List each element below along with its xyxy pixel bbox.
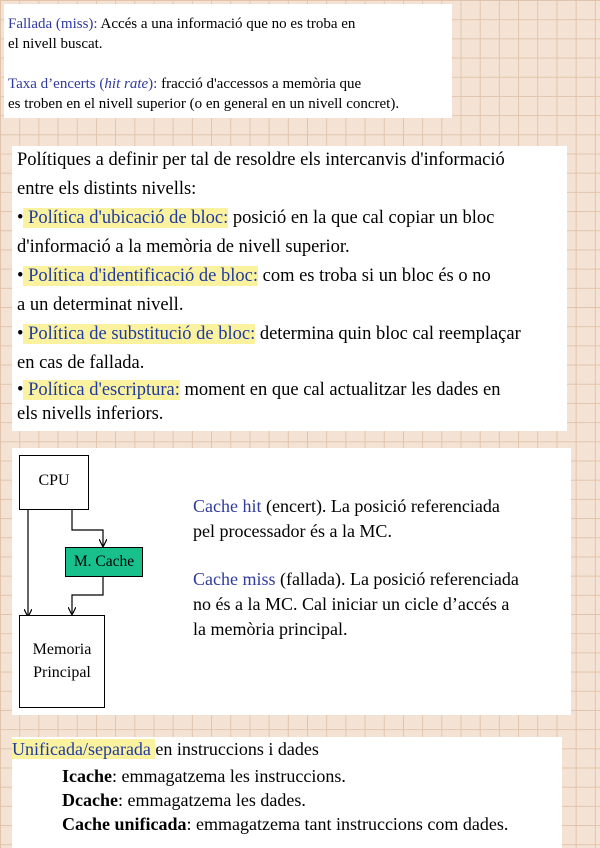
policy-item <box>17 262 565 320</box>
cache-miss-text <box>193 567 568 642</box>
policy-term: Política de substitució de bloc: <box>23 324 256 344</box>
cache-types-list <box>62 764 508 836</box>
hit-rate-text-1: fracció d'accessos a memòria que <box>157 76 362 92</box>
policy-text: d'informació a la memòria de nivell superior. <box>17 237 350 257</box>
unified-term: Unificada/separada <box>12 739 156 759</box>
cache-type-name: Icache <box>62 766 112 786</box>
cache-hit-term: Cache hit <box>193 496 262 516</box>
miss-term: Fallada (miss): <box>8 16 98 32</box>
miss-definition <box>8 14 448 54</box>
cache-memory-arrow <box>72 576 103 614</box>
hit-rate-text-2: es troben en el nivell superior (o en general en un nivell concret). <box>8 96 400 112</box>
policy-term: Política d'identificació de bloc: <box>23 266 258 286</box>
cache-hit-line-2: pel processador és a la MC. <box>193 521 392 541</box>
hit-rate-term-b: hit rate <box>104 76 149 92</box>
policy-term: Política d'ubicació de bloc: <box>23 208 229 228</box>
cache-type-desc: : emmagatzema les instruccions. <box>111 766 346 786</box>
hit-rate-term <box>8 76 157 92</box>
unified-rest: en instruccions i dades <box>155 739 319 759</box>
memory-label-1: Memoria <box>32 641 92 658</box>
cache-miss-term: Cache miss <box>193 569 276 589</box>
cache-miss-line-2: no és a la MC. Cal iniciar un cicle d’accés a <box>193 594 510 614</box>
hit-rate-term-a: Taxa d’encerts ( <box>8 76 105 92</box>
hit-rate-definition <box>8 74 452 114</box>
unified-cache-card <box>12 737 562 848</box>
policy-text: a un determinat nivell. <box>17 295 184 315</box>
cpu-box: CPU <box>19 455 89 510</box>
cache-hit-text <box>193 494 568 544</box>
policy-item <box>17 204 565 262</box>
cache-hit-line-1: (encert). La posició referenciada <box>261 496 500 516</box>
policies-card <box>12 146 567 431</box>
bullet: • <box>17 380 24 400</box>
policies-intro-1: Polítiques a definir per tal de resoldre els intercanvis d'informació <box>17 150 505 170</box>
miss-text-1: Accés a una informació que no es troba en <box>97 16 356 32</box>
policy-text: els nivells inferiors. <box>17 404 164 424</box>
unified-heading <box>12 737 319 761</box>
cache-miss-line-3: la memòria principal. <box>193 619 348 639</box>
bullet: • <box>17 266 24 286</box>
cpu-cache-arrow <box>72 509 103 546</box>
cache-hit-miss-card <box>12 448 571 715</box>
cache-type-desc: : emmagatzema tant instruccions com dades. <box>186 814 509 834</box>
policy-item <box>17 378 565 426</box>
policy-text: en cas de fallada. <box>17 353 145 373</box>
policy-item <box>17 320 565 378</box>
list-item <box>62 764 508 788</box>
policy-text: moment en que cal actualitzar les dades en <box>179 380 501 400</box>
list-item <box>62 788 508 812</box>
bullet: • <box>17 324 24 344</box>
miss-text-2: el nivell buscat. <box>8 36 103 52</box>
policy-text: determina quin bloc cal reemplaçar <box>255 324 521 344</box>
policy-text: com es troba si un bloc és o no <box>258 266 491 286</box>
policy-term: Política d'escriptura: <box>23 380 180 400</box>
definitions-card <box>4 4 452 118</box>
list-item <box>62 812 508 836</box>
bullet: • <box>17 208 24 228</box>
cache-miss-line-1: (fallada). La posició referenciada <box>275 569 519 589</box>
policy-text: posició en la que cal copiar un bloc <box>228 208 495 228</box>
memory-label-2: Principal <box>33 664 91 681</box>
cache-type-name: Cache unificada <box>62 814 187 834</box>
cache-type-name: Dcache <box>62 790 118 810</box>
hit-rate-term-c: ): <box>148 76 158 92</box>
cache-box: M. Cache <box>65 547 143 577</box>
cache-type-desc: : emmagatzema les dades. <box>117 790 306 810</box>
main-memory-box <box>19 615 105 708</box>
policies-intro-2: entre els distints nivells: <box>17 179 197 199</box>
